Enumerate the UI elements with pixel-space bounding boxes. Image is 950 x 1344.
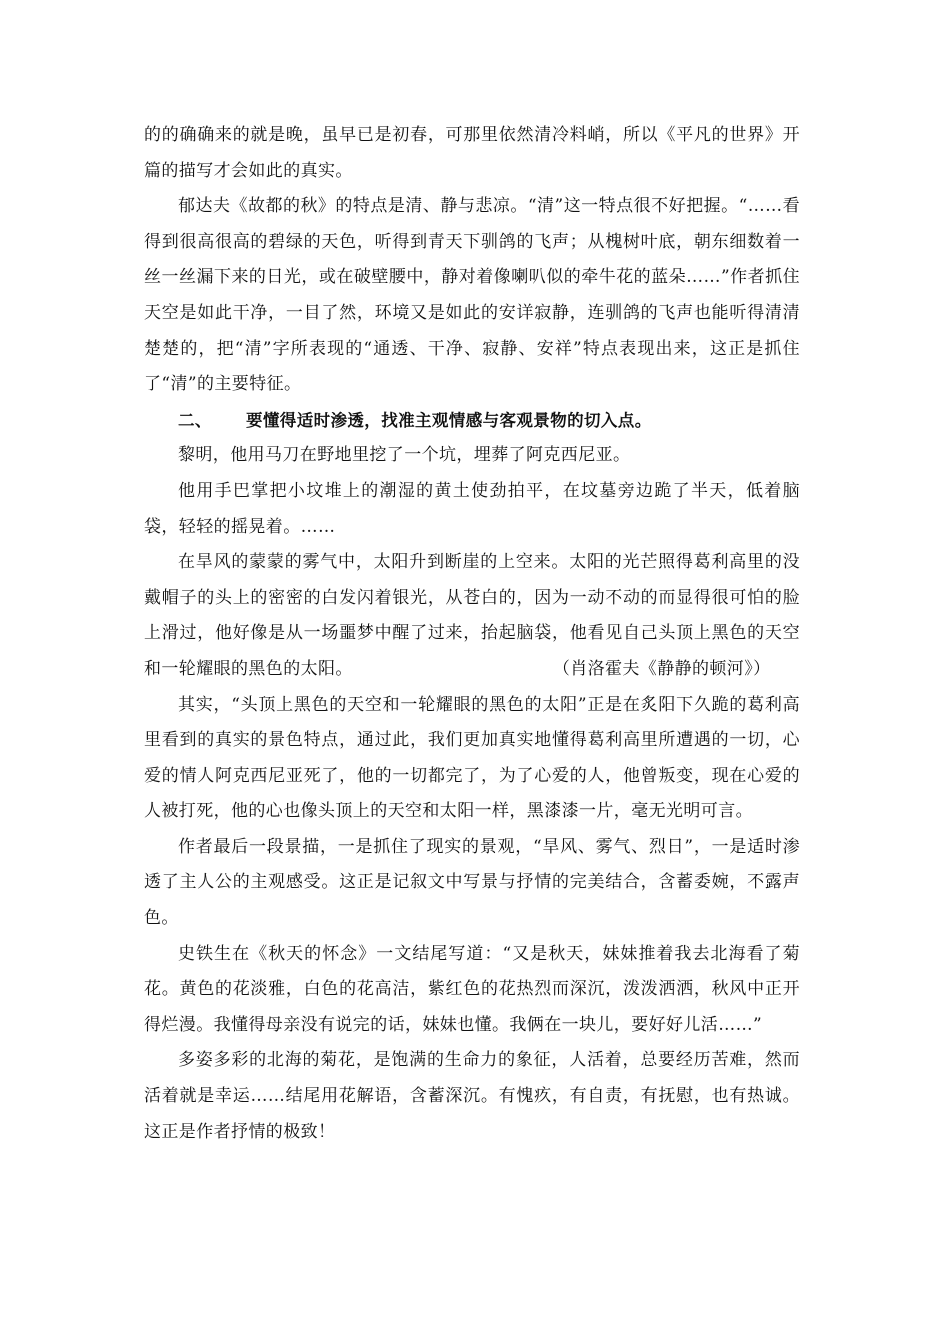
paragraph-quote-4: 史铁生在《秋天的怀念》一文结尾写道：“又是秋天，妹妹推着我去北海看了菊花。黄色的花淡雅，白色的花高洁，紫红色的花热烈而深沉，泼泼洒洒，秋风中正开得烂漫。我懂得母亲没有说完的话，妹妹也懂。我俩在一块儿，要好好儿活……”: [144, 943, 800, 1035]
paragraph-analysis-3: 多姿多彩的北海的菊花，是饱满的生命力的象征，人活着，总要经历苦难，然而活着就是幸运……结尾用花解语，含蓄深沉。有愧疚，有自责，有抚慰，也有热诚。这正是作者抒情的极致！: [144, 1050, 800, 1142]
paragraph-quote-1: 黎明，他用马刀在野地里挖了一个坑，埋葬了阿克西尼亚。: [178, 445, 631, 466]
paragraph-quote-3: [144, 545, 800, 687]
paragraph-quote-2: 他用手巴掌把小坟堆上的潮湿的黄土使劲拍平，在坟墓旁边跪了半天，低着脑袋，轻轻的摇晃着。……: [144, 480, 800, 537]
document-body: [144, 118, 800, 1150]
section-heading-number: 二、: [178, 410, 212, 430]
paragraph-quote-3-text: 在旱风的蒙蒙的雾气中，太阳升到断崖的上空来。太阳的光芒照得葛利高里的没戴帽子的头上的密密的白发闪着银光，从苍白的，因为一动不动的而显得很可怕的脸上滑过，他好像是从一场噩梦中醒了过来，抬起脑袋，他看见自己头顶上黑色的天空和一轮耀眼的黑色的太阳。: [144, 552, 800, 679]
paragraph-analysis-2: 作者最后一段景描，一是抓住了现实的景观，“旱风、雾气、烈日”，一是适时渗透了主人公的主观感受。这正是记叙文中写景与抒情的完美结合，含蓄委婉，不露声色。: [144, 836, 800, 929]
source-citation: （肖洛霍夫《静静的顿河》）: [552, 658, 771, 679]
section-heading-title: 要懂得适时渗透，找准主观情感与客观景物的切入点。: [246, 410, 652, 430]
section-heading: [144, 403, 800, 439]
paragraph-1: 的的确确来的就是晚，虽早已是初春，可那里依然清冷料峭，所以《平凡的世界》开篇的描写才会如此的真实。: [144, 125, 800, 181]
paragraph-2: 郁达夫《故都的秋》的特点是清、静与悲凉。“清”这一特点很不好把握。“……看得到很高很高的碧绿的天色，听得到青天下驯鸽的飞声；从槐树叶底，朝东细数着一丝一丝漏下来的日光，或在破壁腰中，静对着像喇叭似的牵牛花的蓝朵……”作者抓住天空是如此干净，一目了然，环境又是如此的安详寂静，连驯鸽的飞声也能听得清清楚楚的，把“清”字所表现的“通透、干净、寂静、安祥”特点表现出来，这正是抓住了“清”的主要特征。: [144, 196, 800, 395]
paragraph-analysis-1: 其实，“头顶上黑色的天空和一轮耀眼的黑色的太阳”正是在炙阳下久跪的葛利高里看到的真实的景色特点，通过此，我们更加真实地懂得葛利高里所遭遇的一切，心爱的情人阿克西尼亚死了，他的一切都完了，为了心爱的人，他曾叛变，现在心爱的人被打死，他的心也像头顶上的天空和太阳一样，黑漆漆一片，毫无光明可言。: [144, 694, 800, 822]
